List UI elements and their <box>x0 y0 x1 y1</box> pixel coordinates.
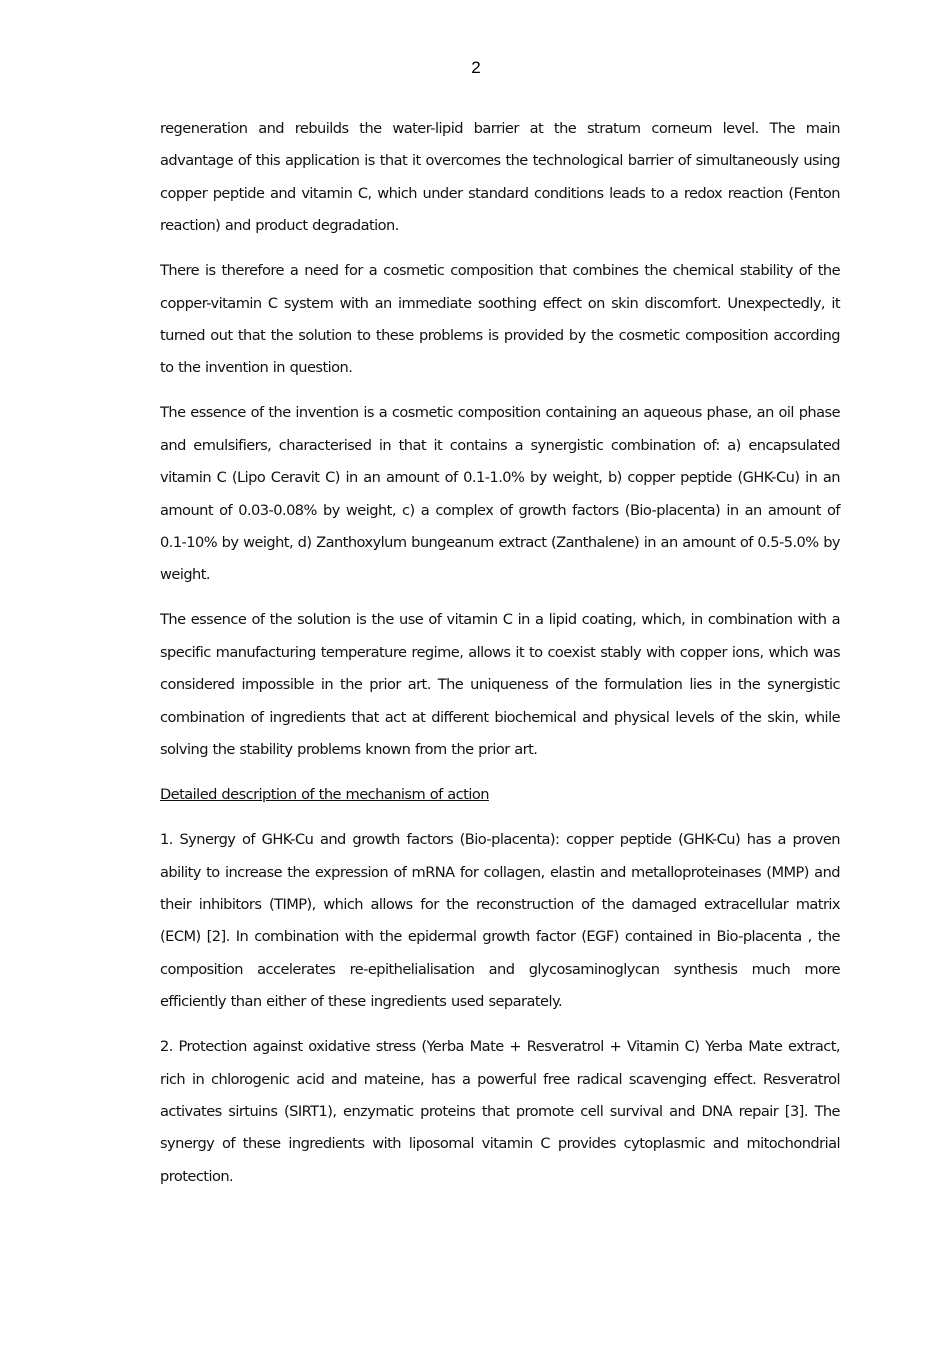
page-body <box>160 113 840 1206</box>
section-heading: Detailed description of the mechanism of action <box>160 786 489 804</box>
body-paragraph: There is therefore a need for a cosmetic composition that combines the chemical stability of the copper-vitamin C system with an immediate soothing effect on skin discomfort. Unexpectedly, it turned out that the solution to these problems is provided by the cosmetic composition according to the invention in question. <box>160 262 840 377</box>
page-number: 2 <box>471 58 481 77</box>
body-paragraph: regeneration and rebuilds the water-lipid barrier at the stratum corneum level. The main advantage of this application is that it overcomes the technological barrier of simultaneously using copper peptide and vitamin C, which under standard conditions leads to a redox reaction (Fenton reaction) and product degradation. <box>160 120 840 235</box>
mechanism-paragraph: 1. Synergy of GHK-Cu and growth factors (Bio-placenta): copper peptide (GHK-Cu) has a proven ability to increase the expression of mRNA for collagen, elastin and metalloproteinases (MMP) and their inhibitors (TIMP), which allows for the reconstruction of the damaged extracellular matrix (ECM) [2]. In combination with the epidermal growth factor (EGF) contained in Bio-placenta , the composition accelerates re-epithelialisation and glycosaminoglycan synthesis much more efficiently than either of these ingredients used separately. <box>160 831 840 1011</box>
body-paragraph: The essence of the solution is the use of vitamin C in a lipid coating, which, in combination with a specific manufacturing temperature regime, allows it to coexist stably with copper ions, which was considered impossible in the prior art. The uniqueness of the formulation lies in the synergistic combination of ingredients that act at different biochemical and physical levels of the skin, while solving the stability problems known from the prior art. <box>160 611 840 759</box>
body-paragraph: The essence of the invention is a cosmetic composition containing an aqueous phase, an oil phase and emulsifiers, characterised in that it contains a synergistic combination of: a) encapsulated vitamin C (Lipo Ceravit C) in an amount of 0.1-1.0% by weight, b) copper peptide (GHK-Cu) in an amount of 0.03-0.08% by weight, c) a complex of growth factors (Bio-placenta) in an amount of 0.1-10% by weight, d) Zanthoxylum bungeanum extract (Zanthalene) in an amount of 0.5-5.0% by weight. <box>160 404 840 584</box>
mechanism-paragraph: 2. Protection against oxidative stress (Yerba Mate + Resveratrol + Vitamin C) Yerba Mate extract, rich in chlorogenic acid and mateine, has a powerful free radical scavenging effect. Resveratrol activates sirtuins (SIRT1), enzymatic proteins that promote cell survival and DNA repair [3]. The synergy of these ingredients with liposomal vitamin C provides cytoplasmic and mitochondrial protection. <box>160 1038 840 1185</box>
